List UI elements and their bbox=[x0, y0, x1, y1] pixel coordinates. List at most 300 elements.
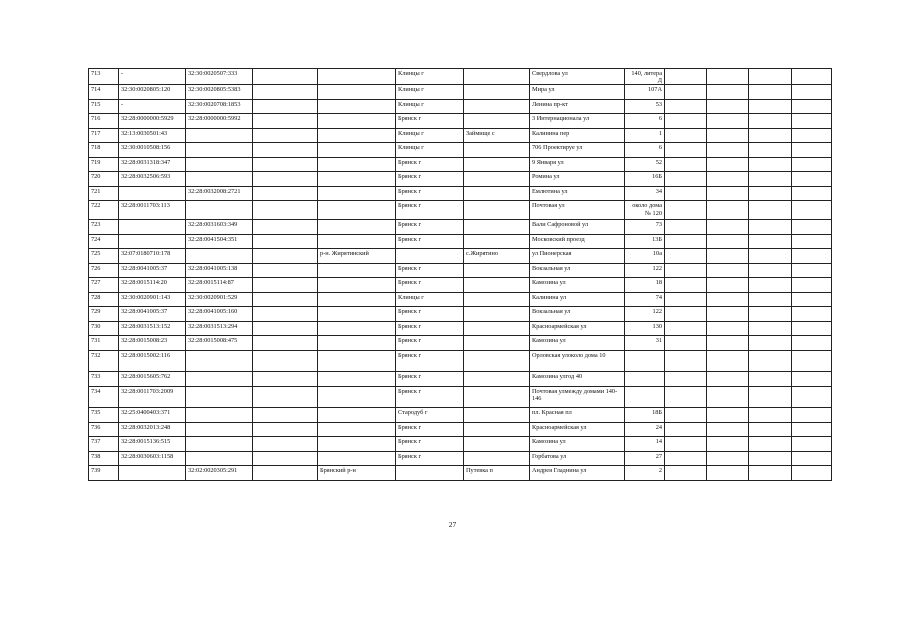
building-cadastral-number-cell bbox=[186, 157, 253, 172]
row-number-cell: 739 bbox=[89, 466, 119, 481]
cadastral-number-cell: 32:30:0020805:120 bbox=[119, 85, 186, 100]
empty-cell bbox=[792, 372, 832, 387]
house-number-cell bbox=[625, 386, 665, 408]
city-cell: Брянск г bbox=[396, 350, 464, 372]
empty-cell bbox=[749, 372, 792, 387]
city-cell: Брянск г bbox=[396, 422, 464, 437]
cadastral-number-cell: 32:30:0010508:156 bbox=[119, 143, 186, 158]
region-cell bbox=[253, 278, 318, 293]
empty-cell bbox=[749, 234, 792, 249]
row-number-cell: 736 bbox=[89, 422, 119, 437]
table-row bbox=[89, 99, 832, 114]
street-cell: пл. Красная пл bbox=[530, 408, 625, 423]
house-number-cell: 130 bbox=[625, 321, 665, 336]
street-cell: Ленина пр-кт bbox=[530, 99, 625, 114]
empty-cell bbox=[707, 234, 749, 249]
row-number-cell: 721 bbox=[89, 186, 119, 201]
table-row bbox=[89, 451, 832, 466]
region-cell bbox=[253, 201, 318, 220]
empty-cell bbox=[707, 186, 749, 201]
table-row bbox=[89, 336, 832, 351]
empty-cell bbox=[749, 114, 792, 129]
empty-cell bbox=[749, 350, 792, 372]
region-cell bbox=[253, 307, 318, 322]
street-cell: Почтовая улмежду домами 140-146 bbox=[530, 386, 625, 408]
row-number-cell: 730 bbox=[89, 321, 119, 336]
street-cell: Вокзальная ул bbox=[530, 307, 625, 322]
settlement-cell bbox=[464, 172, 530, 187]
row-number-cell: 714 bbox=[89, 85, 119, 100]
building-cadastral-number-cell: 32:02:0020305:291 bbox=[186, 466, 253, 481]
empty-cell bbox=[707, 336, 749, 351]
street-cell: Камозина ул bbox=[530, 278, 625, 293]
house-number-cell: 2 bbox=[625, 466, 665, 481]
region-cell bbox=[253, 321, 318, 336]
building-cadastral-number-cell bbox=[186, 172, 253, 187]
empty-cell bbox=[707, 350, 749, 372]
street-cell: Московский проезд bbox=[530, 234, 625, 249]
building-cadastral-number-cell bbox=[186, 408, 253, 423]
empty-cell bbox=[749, 249, 792, 264]
street-cell: Камозина улгод 40 bbox=[530, 372, 625, 387]
street-cell: Андрея Гладнина ул bbox=[530, 466, 625, 481]
district-cell bbox=[318, 69, 396, 85]
district-cell bbox=[318, 408, 396, 423]
region-cell bbox=[253, 172, 318, 187]
district-cell bbox=[318, 451, 396, 466]
settlement-cell bbox=[464, 372, 530, 387]
city-cell: Брянск г bbox=[396, 201, 464, 220]
city-cell: Брянск г bbox=[396, 307, 464, 322]
building-cadastral-number-cell bbox=[186, 437, 253, 452]
house-number-cell: 31 bbox=[625, 336, 665, 351]
table-row bbox=[89, 408, 832, 423]
settlement-cell bbox=[464, 336, 530, 351]
cadastral-number-cell: 32:28:0015605:762 bbox=[119, 372, 186, 387]
empty-cell bbox=[665, 201, 707, 220]
region-cell bbox=[253, 186, 318, 201]
city-cell: Брянск г bbox=[396, 172, 464, 187]
empty-cell bbox=[665, 466, 707, 481]
building-cadastral-number-cell: 32:28:0031513:294 bbox=[186, 321, 253, 336]
building-cadastral-number-cell: 32:28:0032008:2721 bbox=[186, 186, 253, 201]
settlement-cell bbox=[464, 350, 530, 372]
row-number-cell: 724 bbox=[89, 234, 119, 249]
empty-cell bbox=[707, 422, 749, 437]
empty-cell bbox=[707, 220, 749, 235]
house-number-cell: 52 bbox=[625, 157, 665, 172]
house-number-cell bbox=[625, 372, 665, 387]
street-cell: Почтовая ул bbox=[530, 201, 625, 220]
empty-cell bbox=[749, 336, 792, 351]
empty-cell bbox=[665, 336, 707, 351]
row-number-cell: 720 bbox=[89, 172, 119, 187]
street-cell: Красноармейская ул bbox=[530, 321, 625, 336]
empty-cell bbox=[749, 437, 792, 452]
city-cell: Брянск г bbox=[396, 372, 464, 387]
region-cell bbox=[253, 143, 318, 158]
house-number-cell bbox=[625, 350, 665, 372]
street-cell: 706 Проектируе ул bbox=[530, 143, 625, 158]
row-number-cell: 723 bbox=[89, 220, 119, 235]
empty-cell bbox=[665, 437, 707, 452]
house-number-cell: 53 bbox=[625, 99, 665, 114]
empty-cell bbox=[665, 292, 707, 307]
empty-cell bbox=[749, 220, 792, 235]
settlement-cell bbox=[464, 186, 530, 201]
empty-cell bbox=[707, 172, 749, 187]
empty-cell bbox=[665, 143, 707, 158]
cadastral-number-cell: - bbox=[119, 99, 186, 114]
empty-cell bbox=[792, 321, 832, 336]
empty-cell bbox=[665, 234, 707, 249]
cadastral-number-cell bbox=[119, 466, 186, 481]
city-cell: Брянск г bbox=[396, 263, 464, 278]
empty-cell bbox=[707, 437, 749, 452]
cadastral-number-cell: 32:28:0000000:5929 bbox=[119, 114, 186, 129]
district-cell bbox=[318, 220, 396, 235]
row-number-cell: 729 bbox=[89, 307, 119, 322]
empty-cell bbox=[665, 99, 707, 114]
street-cell: Орловская улоколо дома 10 bbox=[530, 350, 625, 372]
cadastral-number-cell: 32:28:0030603:1158 bbox=[119, 451, 186, 466]
table-row bbox=[89, 292, 832, 307]
row-number-cell: 722 bbox=[89, 201, 119, 220]
district-cell bbox=[318, 321, 396, 336]
row-number-cell: 733 bbox=[89, 372, 119, 387]
row-number-cell: 725 bbox=[89, 249, 119, 264]
empty-cell bbox=[707, 408, 749, 423]
empty-cell bbox=[707, 99, 749, 114]
row-number-cell: 719 bbox=[89, 157, 119, 172]
table-row bbox=[89, 157, 832, 172]
row-number-cell: 731 bbox=[89, 336, 119, 351]
row-number-cell: 734 bbox=[89, 386, 119, 408]
empty-cell bbox=[665, 186, 707, 201]
cadastral-number-cell: 32:28:0015114:20 bbox=[119, 278, 186, 293]
building-cadastral-number-cell: 32:30:0020507:333 bbox=[186, 69, 253, 85]
table-row bbox=[89, 350, 832, 372]
empty-cell bbox=[749, 278, 792, 293]
building-cadastral-number-cell bbox=[186, 201, 253, 220]
table-row bbox=[89, 437, 832, 452]
district-cell bbox=[318, 437, 396, 452]
table-row bbox=[89, 321, 832, 336]
district-cell bbox=[318, 372, 396, 387]
city-cell: Клинцы г bbox=[396, 85, 464, 100]
empty-cell bbox=[707, 249, 749, 264]
empty-cell bbox=[707, 451, 749, 466]
empty-cell bbox=[665, 114, 707, 129]
row-number-cell: 718 bbox=[89, 143, 119, 158]
empty-cell bbox=[792, 172, 832, 187]
empty-cell bbox=[792, 85, 832, 100]
row-number-cell: 735 bbox=[89, 408, 119, 423]
street-cell: Камозина ул bbox=[530, 336, 625, 351]
city-cell bbox=[396, 249, 464, 264]
table-row bbox=[89, 114, 832, 129]
empty-cell bbox=[707, 466, 749, 481]
house-number-cell: 18Б bbox=[625, 408, 665, 423]
empty-cell bbox=[707, 263, 749, 278]
empty-cell bbox=[749, 201, 792, 220]
district-cell: Брянский р-н bbox=[318, 466, 396, 481]
region-cell bbox=[253, 451, 318, 466]
empty-cell bbox=[749, 466, 792, 481]
district-cell bbox=[318, 99, 396, 114]
settlement-cell bbox=[464, 99, 530, 114]
street-cell: 9 Января ул bbox=[530, 157, 625, 172]
house-number-cell: 6 bbox=[625, 114, 665, 129]
empty-cell bbox=[665, 128, 707, 143]
empty-cell bbox=[792, 128, 832, 143]
settlement-cell bbox=[464, 307, 530, 322]
city-cell: Брянск г bbox=[396, 336, 464, 351]
region-cell bbox=[253, 128, 318, 143]
table-row bbox=[89, 249, 832, 264]
page-number: 27 bbox=[448, 520, 457, 529]
cadastral-number-cell bbox=[119, 220, 186, 235]
empty-cell bbox=[707, 69, 749, 85]
empty-cell bbox=[665, 451, 707, 466]
row-number-cell: 737 bbox=[89, 437, 119, 452]
row-number-cell: 713 bbox=[89, 69, 119, 85]
region-cell bbox=[253, 220, 318, 235]
region-cell bbox=[253, 422, 318, 437]
empty-cell bbox=[707, 85, 749, 100]
region-cell bbox=[253, 350, 318, 372]
empty-cell bbox=[665, 220, 707, 235]
table-row bbox=[89, 278, 832, 293]
empty-cell bbox=[792, 466, 832, 481]
house-number-cell: 34 bbox=[625, 186, 665, 201]
building-cadastral-number-cell bbox=[186, 372, 253, 387]
street-cell: Вокзальная ул bbox=[530, 263, 625, 278]
city-cell: Брянск г bbox=[396, 220, 464, 235]
street-cell: Мира ул bbox=[530, 85, 625, 100]
empty-cell bbox=[792, 186, 832, 201]
house-number-cell: 122 bbox=[625, 263, 665, 278]
settlement-cell: с.Жирятино bbox=[464, 249, 530, 264]
empty-cell bbox=[792, 408, 832, 423]
empty-cell bbox=[665, 408, 707, 423]
empty-cell bbox=[749, 143, 792, 158]
house-number-cell: 14 bbox=[625, 437, 665, 452]
empty-cell bbox=[665, 69, 707, 85]
district-cell bbox=[318, 307, 396, 322]
district-cell bbox=[318, 336, 396, 351]
empty-cell bbox=[792, 249, 832, 264]
table-row bbox=[89, 143, 832, 158]
district-cell bbox=[318, 128, 396, 143]
street-cell: Камозина ул bbox=[530, 437, 625, 452]
building-cadastral-number-cell bbox=[186, 422, 253, 437]
settlement-cell bbox=[464, 201, 530, 220]
region-cell bbox=[253, 157, 318, 172]
empty-cell bbox=[792, 234, 832, 249]
city-cell: Брянск г bbox=[396, 114, 464, 129]
empty-cell bbox=[665, 278, 707, 293]
settlement-cell bbox=[464, 451, 530, 466]
house-number-cell: 122 bbox=[625, 307, 665, 322]
district-cell bbox=[318, 350, 396, 372]
house-number-cell: 13Б bbox=[625, 234, 665, 249]
empty-cell bbox=[749, 422, 792, 437]
city-cell: Брянск г bbox=[396, 186, 464, 201]
city-cell: Брянск г bbox=[396, 157, 464, 172]
table-row bbox=[89, 422, 832, 437]
empty-cell bbox=[665, 321, 707, 336]
row-number-cell: 716 bbox=[89, 114, 119, 129]
region-cell bbox=[253, 85, 318, 100]
empty-cell bbox=[665, 157, 707, 172]
street-cell: Вали Сафроновой ул bbox=[530, 220, 625, 235]
cadastral-number-cell: 32:28:0041005:37 bbox=[119, 263, 186, 278]
building-cadastral-number-cell bbox=[186, 350, 253, 372]
city-cell: Брянск г bbox=[396, 437, 464, 452]
street-cell: Ромина ул bbox=[530, 172, 625, 187]
house-number-cell: 27 bbox=[625, 451, 665, 466]
table-row bbox=[89, 201, 832, 220]
settlement-cell bbox=[464, 69, 530, 85]
building-cadastral-number-cell: 32:28:0041504:351 bbox=[186, 234, 253, 249]
empty-cell bbox=[665, 172, 707, 187]
district-cell bbox=[318, 157, 396, 172]
settlement-cell bbox=[464, 220, 530, 235]
cadastral-number-cell bbox=[119, 186, 186, 201]
empty-cell bbox=[707, 114, 749, 129]
empty-cell bbox=[749, 186, 792, 201]
settlement-cell bbox=[464, 143, 530, 158]
district-cell bbox=[318, 143, 396, 158]
cadastral-number-cell: 32:28:0041005:37 bbox=[119, 307, 186, 322]
empty-cell bbox=[707, 307, 749, 322]
empty-cell bbox=[749, 307, 792, 322]
district-cell: р-н. Жирятинский bbox=[318, 249, 396, 264]
empty-cell bbox=[665, 350, 707, 372]
cadastral-number-cell: 32:25:0400403:371 bbox=[119, 408, 186, 423]
empty-cell bbox=[792, 263, 832, 278]
district-cell bbox=[318, 85, 396, 100]
cadastral-number-cell: 32:07:0180710:178 bbox=[119, 249, 186, 264]
empty-cell bbox=[749, 292, 792, 307]
region-cell bbox=[253, 372, 318, 387]
empty-cell bbox=[792, 336, 832, 351]
empty-cell bbox=[749, 157, 792, 172]
empty-cell bbox=[792, 422, 832, 437]
settlement-cell bbox=[464, 263, 530, 278]
row-number-cell: 728 bbox=[89, 292, 119, 307]
district-cell bbox=[318, 422, 396, 437]
building-cadastral-number-cell: 32:28:0015114:87 bbox=[186, 278, 253, 293]
region-cell bbox=[253, 292, 318, 307]
row-number-cell: 732 bbox=[89, 350, 119, 372]
settlement-cell bbox=[464, 234, 530, 249]
building-cadastral-number-cell: 32:30:0020708:1853 bbox=[186, 99, 253, 114]
cadastral-number-cell: 32:28:0015136:515 bbox=[119, 437, 186, 452]
table-row bbox=[89, 263, 832, 278]
empty-cell bbox=[665, 85, 707, 100]
city-cell: Клинцы г bbox=[396, 143, 464, 158]
district-cell bbox=[318, 186, 396, 201]
table-row bbox=[89, 307, 832, 322]
empty-cell bbox=[749, 85, 792, 100]
district-cell bbox=[318, 263, 396, 278]
empty-cell bbox=[749, 99, 792, 114]
city-cell: Брянск г bbox=[396, 321, 464, 336]
building-cadastral-number-cell: 32:28:0000000:5992 bbox=[186, 114, 253, 129]
settlement-cell bbox=[464, 157, 530, 172]
house-number-cell: 18 bbox=[625, 278, 665, 293]
region-cell bbox=[253, 336, 318, 351]
settlement-cell bbox=[464, 386, 530, 408]
region-cell bbox=[253, 234, 318, 249]
building-cadastral-number-cell: 32:30:0020805:5383 bbox=[186, 85, 253, 100]
street-cell: Свердлова ул bbox=[530, 69, 625, 85]
empty-cell bbox=[707, 372, 749, 387]
city-cell: Клинцы г bbox=[396, 292, 464, 307]
house-number-cell: 1 bbox=[625, 128, 665, 143]
table-row bbox=[89, 128, 832, 143]
empty-cell bbox=[707, 143, 749, 158]
building-cadastral-number-cell: 32:30:0020901:529 bbox=[186, 292, 253, 307]
empty-cell bbox=[707, 321, 749, 336]
empty-cell bbox=[749, 321, 792, 336]
building-cadastral-number-cell bbox=[186, 386, 253, 408]
register-table-body bbox=[89, 69, 832, 481]
house-number-cell: 107А bbox=[625, 85, 665, 100]
empty-cell bbox=[665, 386, 707, 408]
empty-cell bbox=[792, 437, 832, 452]
region-cell bbox=[253, 408, 318, 423]
house-number-cell: около дома № 120 bbox=[625, 201, 665, 220]
settlement-cell bbox=[464, 114, 530, 129]
table-row bbox=[89, 85, 832, 100]
cadastral-number-cell: 32:28:0031513:152 bbox=[119, 321, 186, 336]
empty-cell bbox=[665, 372, 707, 387]
settlement-cell: Займище с bbox=[464, 128, 530, 143]
region-cell bbox=[253, 386, 318, 408]
empty-cell bbox=[707, 292, 749, 307]
empty-cell bbox=[792, 157, 832, 172]
empty-cell bbox=[707, 157, 749, 172]
cadastral-number-cell: 32:30:0020901:143 bbox=[119, 292, 186, 307]
empty-cell bbox=[792, 99, 832, 114]
empty-cell bbox=[665, 249, 707, 264]
region-cell bbox=[253, 263, 318, 278]
empty-cell bbox=[792, 69, 832, 85]
table-row bbox=[89, 466, 832, 481]
empty-cell bbox=[792, 201, 832, 220]
settlement-cell bbox=[464, 85, 530, 100]
street-cell: Емлютина ул bbox=[530, 186, 625, 201]
city-cell: Клинцы г bbox=[396, 128, 464, 143]
row-number-cell: 727 bbox=[89, 278, 119, 293]
empty-cell bbox=[707, 386, 749, 408]
settlement-cell bbox=[464, 292, 530, 307]
house-number-cell: 6 bbox=[625, 143, 665, 158]
district-cell bbox=[318, 201, 396, 220]
building-cadastral-number-cell bbox=[186, 128, 253, 143]
cadastral-number-cell: 32:28:0015008:23 bbox=[119, 336, 186, 351]
cadastral-number-cell bbox=[119, 234, 186, 249]
district-cell bbox=[318, 386, 396, 408]
empty-cell bbox=[792, 278, 832, 293]
district-cell bbox=[318, 292, 396, 307]
city-cell bbox=[396, 466, 464, 481]
settlement-cell: Путевка п bbox=[464, 466, 530, 481]
street-cell: ул Пионерская bbox=[530, 249, 625, 264]
